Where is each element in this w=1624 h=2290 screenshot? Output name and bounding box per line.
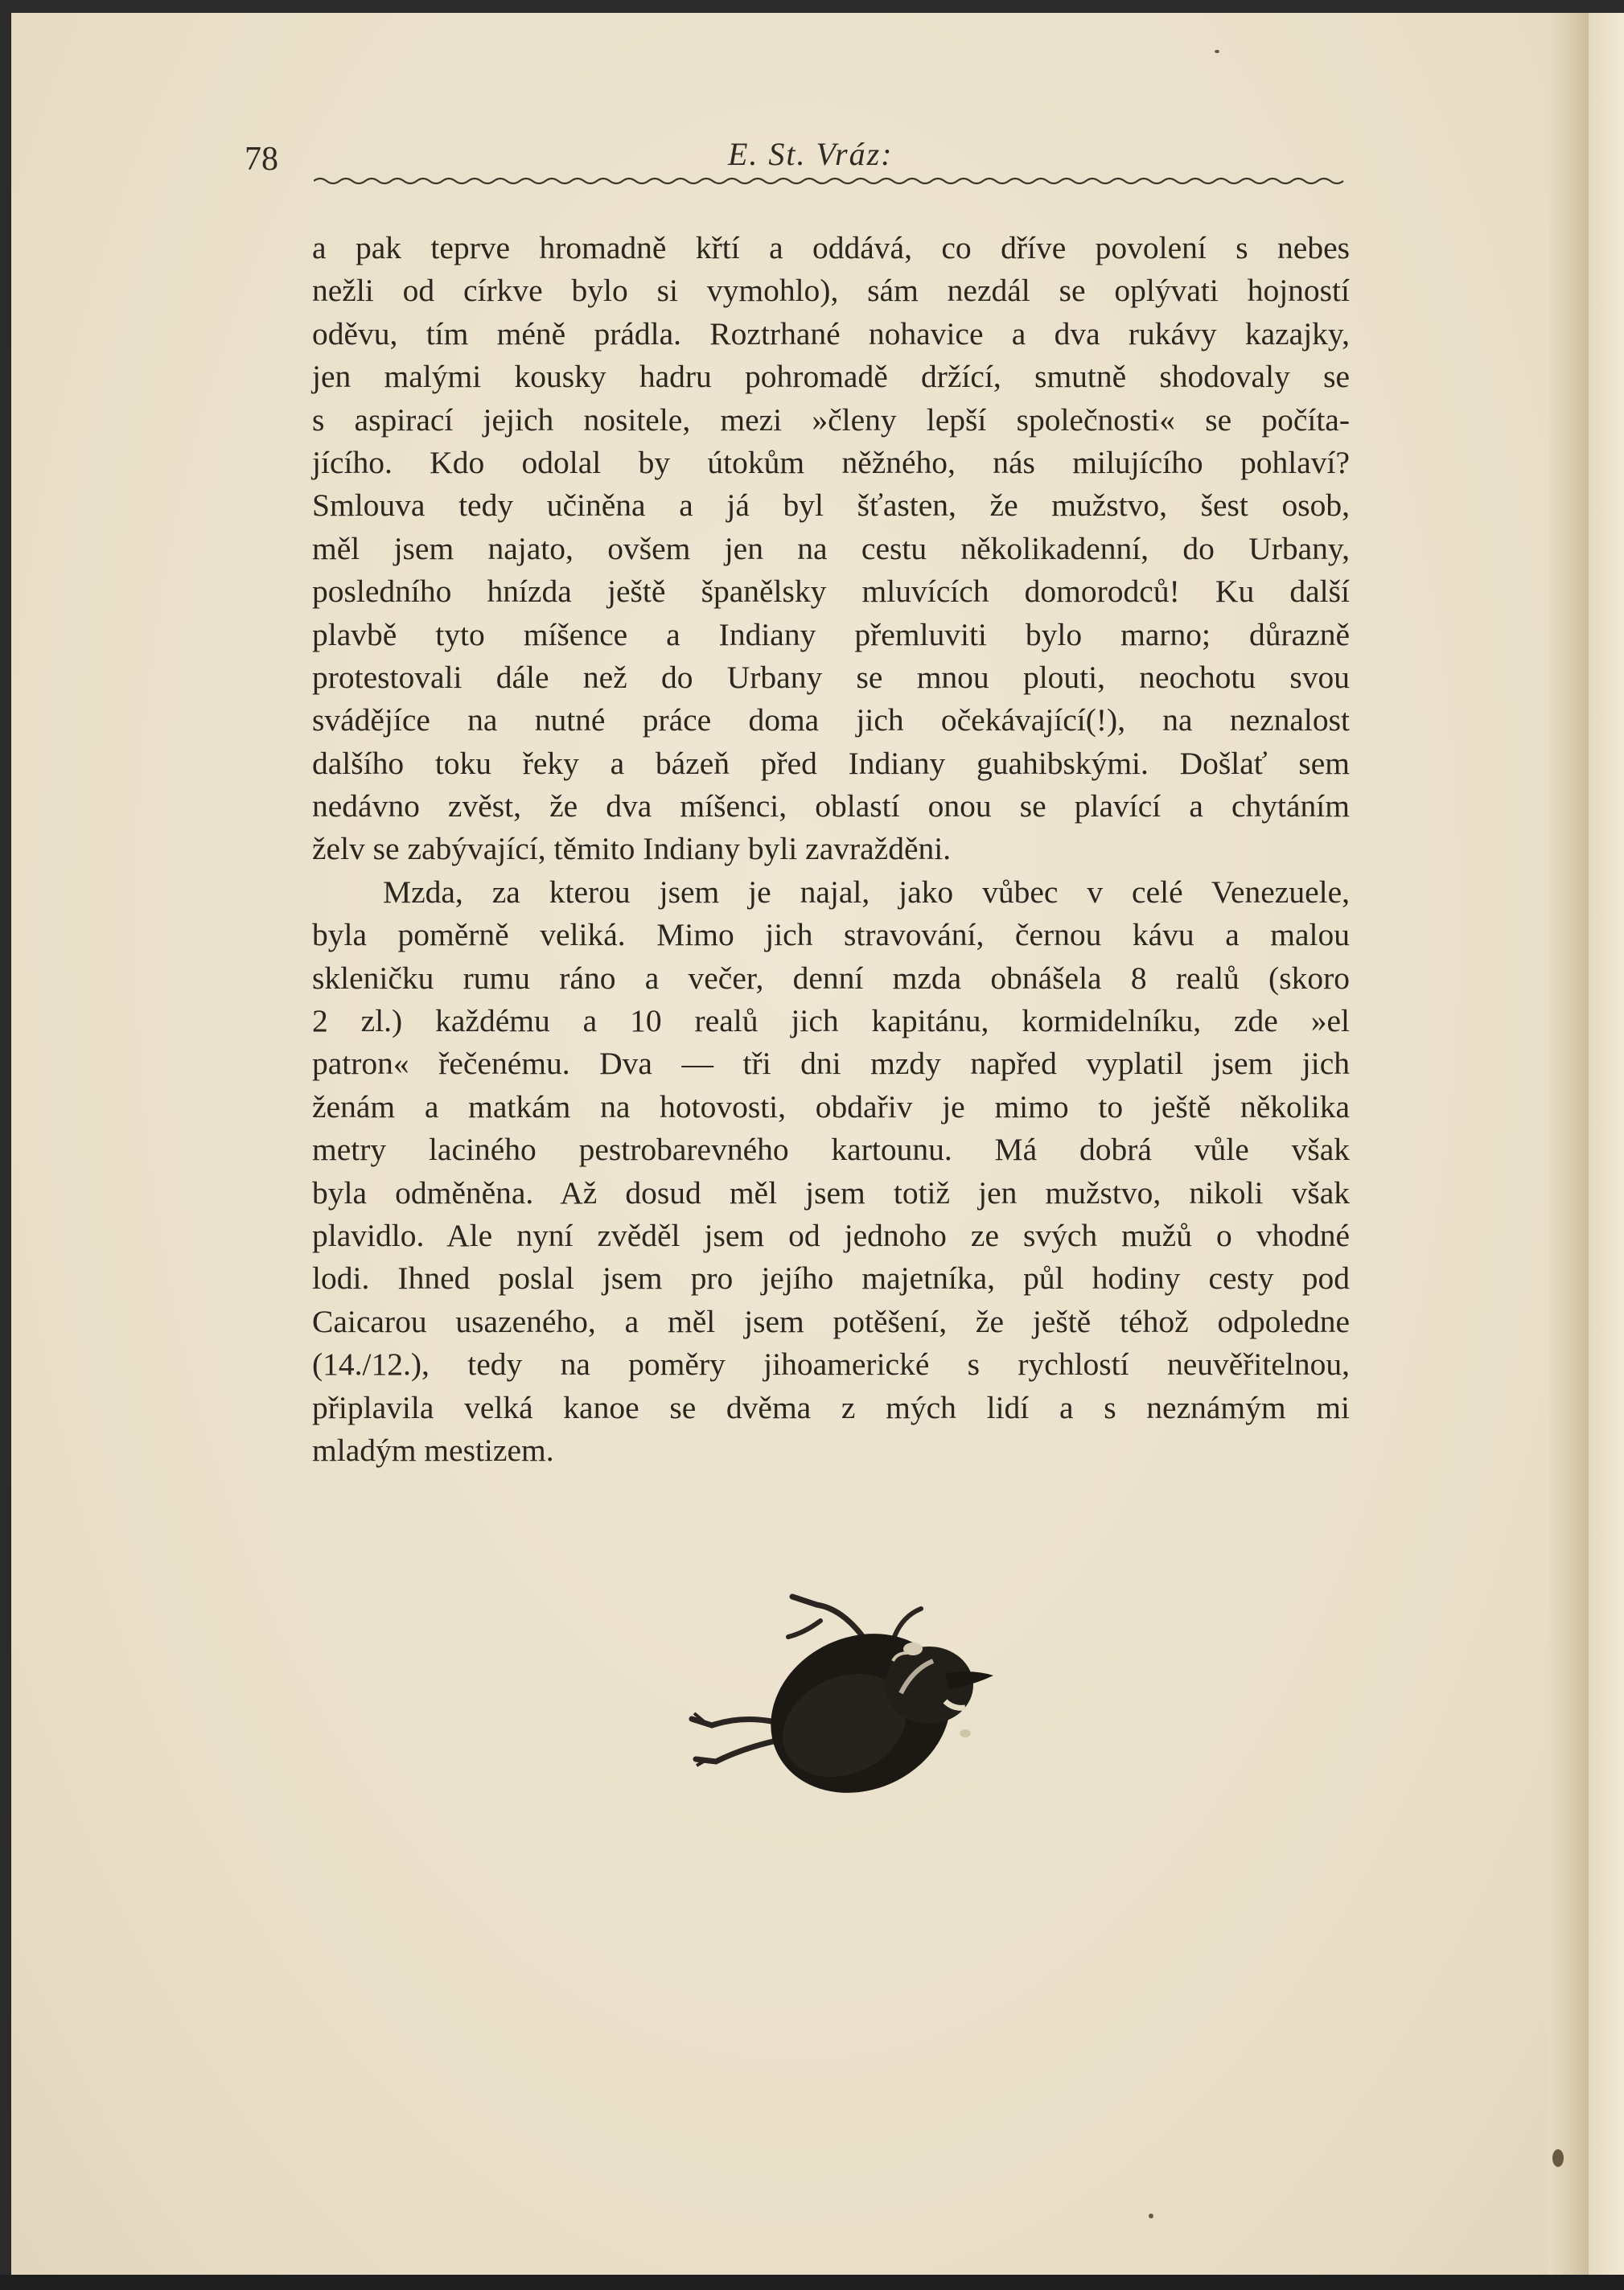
page-number: 78	[245, 141, 278, 178]
header-wavy-rule	[314, 175, 1347, 187]
text-line: mladým mestizem.	[312, 1432, 554, 1468]
text-line: byla poměrně veliká. Mimo jich stravování, černou kávu a malou	[312, 917, 1350, 953]
text-line: želv se zabývající, těmito Indiany byli zavražděni.	[312, 831, 952, 867]
text-line: byla odměněna. Až dosud měl jsem totiž jen mužstvo, nikoli však	[312, 1174, 1350, 1211]
text-line: Mzda, za kterou jsem je najal, jako vůbec v celé Venezuele,	[383, 874, 1350, 910]
running-head: E. St. Vráz:	[728, 136, 894, 172]
text-line: nedávno zvěst, že dva míšenci, oblastí onou se plavící a chytáním	[312, 788, 1350, 824]
text-line: připlavila velká kanoe se dvěma z mých lidí a s neznámým mi	[312, 1389, 1350, 1425]
text-line: lodi. Ihned poslal jsem pro jejího majetníka, půl hodiny cesty pod	[312, 1260, 1350, 1297]
scan-bottom-border	[0, 2275, 1624, 2290]
paragraph-1	[312, 227, 1350, 871]
text-line: dalšího toku řeky a bázeň před Indiany guahibskými. Došlať sem	[312, 745, 1350, 781]
text-line: (14./12.), tedy na poměry jihoamerické s rychlostí neuvěřitelnou,	[312, 1346, 1350, 1383]
text-line: měl jsem najato, ovšem jen na cestu několikadenní, do Urbany,	[312, 530, 1350, 566]
text-line: 2 zl.) každému a 10 realů jich kapitánu, kormidelníku, zde »el	[312, 1003, 1350, 1039]
text-line: skleničku rumu ráno a večer, denní mzda obnášela 8 realů (skoro	[312, 960, 1350, 996]
text-line: jen malými kousky hadru pohromadě držící, smutně shodovaly se	[312, 359, 1350, 395]
scan-speck	[1552, 2149, 1564, 2167]
text-line: ženám a matkám na hotovosti, obdařiv je mimo to ještě několika	[312, 1088, 1350, 1124]
scan-speck	[1215, 50, 1219, 53]
text-line: a pak teprve hromadně křtí a oddává, co dříve povolení s nebes	[312, 230, 1350, 265]
text-line: posledního hnízda ještě španělsky mluvících domorodců! Ku další	[312, 574, 1350, 610]
text-line: s aspirací jejich nositele, mezi »členy lepší společnosti« se počíta-	[312, 401, 1350, 438]
text-line: protestovali dále než do Urbany se mnou plouti, neochotu svou	[312, 659, 1350, 695]
text-line: oděvu, tím méně prádla. Roztrhané nohavice a dva rukávy kazajky,	[312, 315, 1350, 352]
text-line: metry laciného pestrobarevného kartounu. Má dobrá vůle však	[312, 1132, 1350, 1168]
body-text	[312, 227, 1350, 1472]
text-line: Smlouva tedy učiněna a já byl šťasten, že mužstvo, šest osob,	[312, 487, 1350, 524]
paragraph-2	[312, 871, 1350, 1472]
text-line: plavidlo. Ale nyní zvěděl jsem od jednoho ze svých mužů o vhodné	[312, 1217, 1350, 1253]
page-gutter	[1589, 13, 1624, 2275]
scan-speck	[1149, 2214, 1153, 2218]
text-line: jícího. Kdo odolal by útokům něžného, nás milujícího pohlaví?	[312, 444, 1350, 480]
beetle-vignette-illustration	[627, 1573, 1030, 1806]
page-edge-shadow	[1548, 13, 1589, 2275]
text-line: patron« řečenému. Dva — tři dni mzdy napřed vyplatil jsem jich	[312, 1046, 1350, 1082]
text-line: nežli od církve bylo si vymohlo), sám nezdál se oplývati hojností	[312, 273, 1350, 309]
text-line: Caicarou usazeného, a měl jsem potěšení, že ještě téhož odpoledne	[312, 1303, 1350, 1339]
text-line: plavbě tyto míšence a Indiany přemluviti bylo marno; důrazně	[312, 616, 1350, 652]
text-line: svádějíce na nutné práce doma jich očekávající(!), na neznalost	[312, 702, 1350, 738]
